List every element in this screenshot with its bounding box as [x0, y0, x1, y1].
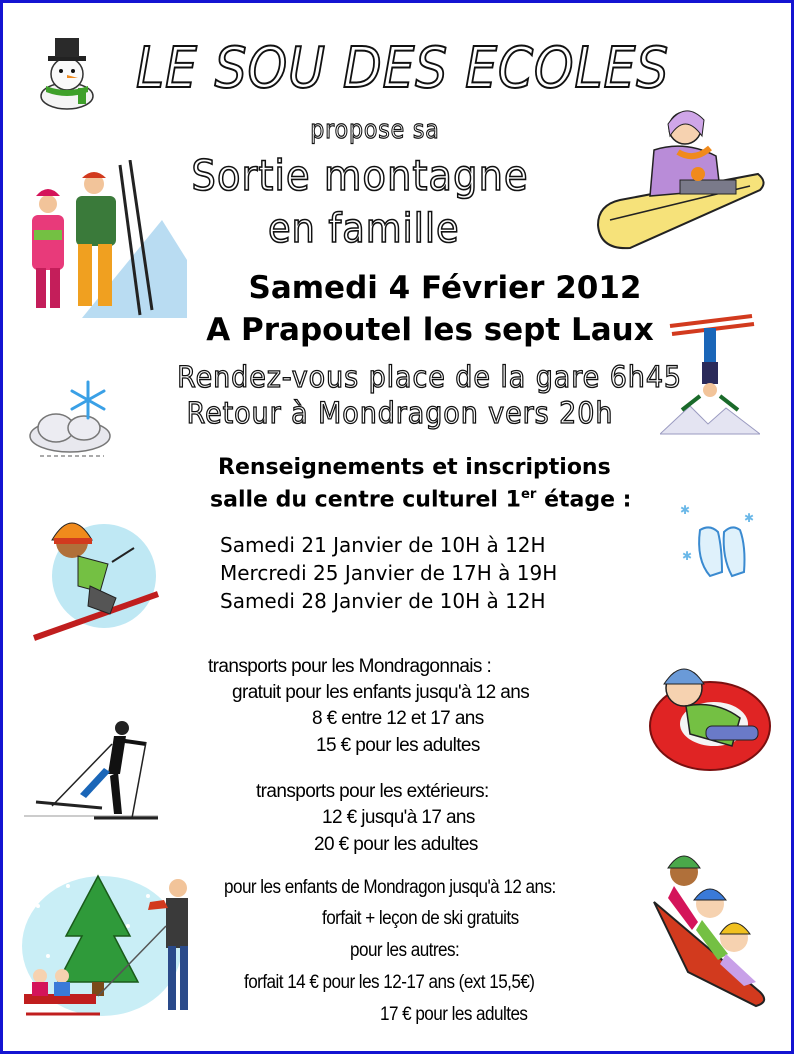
- ski-line-3: pour les autres:: [350, 940, 460, 961]
- snowman-icon: [34, 36, 100, 110]
- ski-jumper-clipart: [660, 306, 760, 436]
- cross-country-skier-clipart: [22, 718, 162, 824]
- ski-line-2: forfait + leçon de ski gratuits: [322, 908, 519, 929]
- mittens-icon: [678, 500, 766, 588]
- transport-local-heading: transports pour les Mondragonnais :: [208, 656, 492, 677]
- svg-text:✱: ✱: [744, 511, 755, 525]
- session-2: Mercredi 25 Janvier de 17H à 19H: [220, 561, 558, 585]
- poster-title: LE SOU DES ECOLES: [136, 36, 670, 101]
- transport-ext-line-2: 20 € pour les adultes: [314, 834, 478, 855]
- event-title-line2: en famille: [268, 206, 460, 252]
- ski-line-1: pour les enfants de Mondragon jusqu'à 12 ans:: [224, 877, 556, 898]
- info-heading-1: Renseignements et inscriptions: [218, 455, 611, 480]
- transport-ext-heading: transports pour les extérieurs:: [256, 781, 489, 802]
- transport-local-line-3: 15 € pour les adultes: [316, 735, 480, 756]
- transport-ext-line-1: 12 € jusqu'à 17 ans: [322, 807, 475, 828]
- info-heading-2-end: étage :: [536, 487, 632, 513]
- intro-text: propose sa: [310, 115, 440, 145]
- ski-line-4: forfait 14 € pour les 12-17 ans (ext 15,5€): [244, 972, 535, 993]
- return-info: Retour à Mondragon vers 20h: [186, 396, 614, 430]
- session-3: Samedi 28 Janvier de 10H à 12H: [220, 589, 546, 613]
- event-location: A Prapoutel les sept Laux: [206, 312, 654, 348]
- svg-text:✱: ✱: [680, 503, 691, 517]
- sledding-child-clipart: [590, 100, 770, 260]
- event-date: Samedi 4 Février 2012: [248, 270, 642, 306]
- transport-local-line-2: 8 € entre 12 et 17 ans: [312, 708, 484, 729]
- transport-local-line-1: gratuit pour les enfants jusqu'à 12 ans: [232, 682, 530, 703]
- tree-and-sled-clipart: [18, 866, 198, 1024]
- snow-cloud-icon: [26, 378, 116, 466]
- event-title-line1: Sortie montagne: [191, 151, 529, 200]
- info-heading-2-text: salle du centre culturel 1: [210, 487, 521, 513]
- info-heading-2: [210, 480, 631, 515]
- session-1: Samedi 21 Janvier de 10H à 12H: [220, 533, 546, 557]
- ski-line-5: 17 € pour les adultes: [380, 1004, 528, 1025]
- tube-sledding-child-clipart: [646, 656, 774, 774]
- kids-on-sled-clipart: [648, 842, 774, 1012]
- skiing-couple-clipart: [12, 160, 187, 318]
- info-heading-2-sup: er: [520, 487, 537, 502]
- meeting-info: Rendez-vous place de la gare 6h45: [177, 360, 683, 394]
- skier-child-clipart: [30, 502, 162, 644]
- svg-text:✱: ✱: [682, 549, 693, 563]
